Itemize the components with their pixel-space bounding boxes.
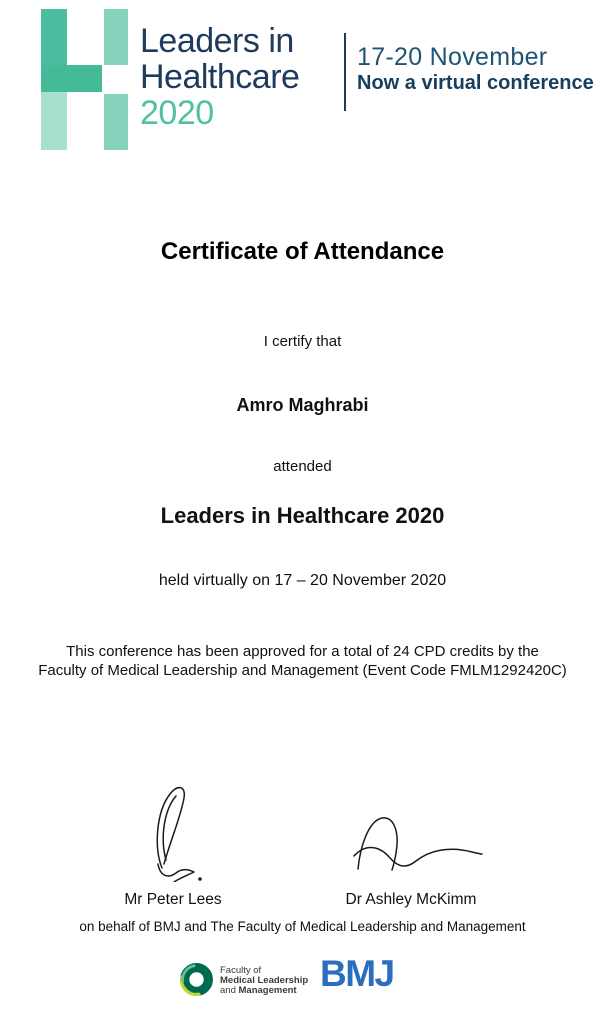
logo-wordmark xyxy=(140,23,299,131)
logo-line-2: Healthcare xyxy=(140,58,300,96)
signature-left-drawing xyxy=(132,776,222,882)
cpd-approval-text xyxy=(0,643,605,680)
signatory-name-left: Mr Peter Lees xyxy=(124,891,222,908)
signature-right-drawing xyxy=(350,812,484,872)
header-event-info xyxy=(357,44,594,95)
logo-line-1: Leaders in xyxy=(140,22,294,60)
fmlm-text-line-3: and Management xyxy=(220,985,297,996)
certificate-title: Certificate of Attendance xyxy=(160,238,445,265)
fmlm-text-line-1: Faculty of xyxy=(220,965,262,976)
cpd-line-1: This conference has been approved for a total of 24 CPD credits by the xyxy=(66,643,539,660)
event-tagline: Now a virtual conference xyxy=(357,72,594,94)
event-dates: 17-20 November xyxy=(357,43,548,71)
fmlm-logo xyxy=(178,961,308,998)
signature-peter-lees xyxy=(132,776,222,887)
attended-text: attended xyxy=(273,458,332,475)
event-date-text: held virtually on 17 – 20 November 2020 xyxy=(158,572,447,589)
leaders-in-healthcare-h-logo-icon xyxy=(41,9,128,150)
logo-line-3: 2020 xyxy=(140,94,214,132)
signature-ashley-mckimm xyxy=(350,812,484,877)
cpd-line-2: Faculty of Medical Leadership and Management (Event Code FMLM1292420C) xyxy=(38,661,567,679)
h-logo-segment xyxy=(41,65,102,92)
h-logo-segment xyxy=(41,9,67,65)
fmlm-text-line-2: Medical Leadership xyxy=(220,975,309,986)
header-divider xyxy=(344,33,346,111)
fmlm-logo-text xyxy=(220,961,308,996)
on-behalf-text: on behalf of BMJ and The Faculty of Medical Leadership and Management xyxy=(79,919,526,934)
attendee-name: Amro Maghrabi xyxy=(236,395,369,415)
h-logo-segment xyxy=(41,92,67,150)
signatory-name-right: Dr Ashley McKimm xyxy=(345,891,477,908)
event-name: Leaders in Healthcare 2020 xyxy=(160,503,445,528)
h-logo-segment xyxy=(104,94,128,150)
bmj-logo: BMJ xyxy=(320,953,394,994)
fmlm-swirl-icon xyxy=(178,961,215,998)
h-logo-segment xyxy=(104,9,128,65)
certify-text: I certify that xyxy=(263,333,342,350)
